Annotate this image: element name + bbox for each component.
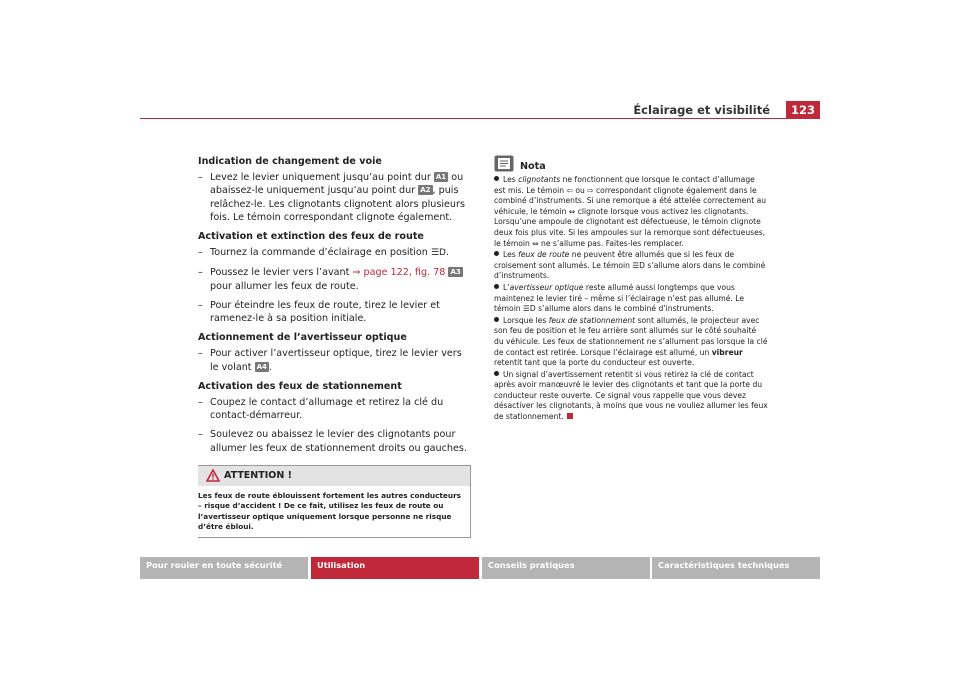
bullet-dot (494, 317, 499, 322)
marker-a1: A1 (435, 173, 447, 182)
tab-operation[interactable]: Utilisation (311, 557, 479, 579)
page-reference-link[interactable]: ⇒ page 122, fig. 78 (352, 267, 446, 279)
left-column (198, 155, 472, 538)
nota-title: Nota (520, 161, 546, 172)
headlight-icon: ☰D (430, 248, 446, 259)
page-number: 123 (786, 101, 820, 119)
instruction-item: – Soulevez ou abaissez le levier des clignotants pour allumer les feux de stationnement droits ou gauches. (198, 428, 472, 454)
attention-header (198, 466, 470, 486)
section-heading: Activation des feux de stationnement (198, 380, 402, 392)
note-bullet: Un signal d’avertissement retentit si vous retirez la clé de contact après avoir manœuvré le levier des clignotants et tant que la porte du conducteur reste ouverte. Ce signal vous rappelle que vous devez désactiver les clignotants, à moins que vous ne vouliez allumer les feux de stationnement. (494, 369, 768, 422)
instruction-item: – Coupez le contact d’allumage et retirez la clé du contact-démarreur. (198, 396, 472, 422)
attention-title: ATTENTION ! (224, 469, 292, 481)
tab-technical-data[interactable]: Caractéristiques techniques (652, 557, 820, 579)
nota-header (494, 155, 768, 173)
note-bullet: Les clignotants ne fonctionnent que lorsque le contact d’allumage est mis. Le témoin ⇦ ou ⇨ correspondant clignote également dans le combiné d’instruments. Si une remorque a été attelée correctement au véhicule, le témoin ⇔ clignote lorsque vous activez les clignotants. Lorsqu’une ampoule de clignotant est défectueuse, le témoin clignote deux fois plus vite. Si les ampoules sur la remorque sont défectueuses, le témoin ⇔ ne s’allume pas. Faites-les remplacer. (494, 175, 767, 248)
instruction-item: – Pour éteindre les feux de route, tirez le levier et ramenez-le à sa position initiale. (198, 299, 472, 325)
note-bullet: L’avertisseur optique reste allumé aussi longtemps que vous maintenez le levier tiré – même si l’éclairage n’est pas allumé. Le témoin ☰D s’allume alors dans le combiné d’instruments. (494, 282, 745, 314)
section-end-marker (567, 413, 573, 419)
chapter-title: Éclairage et visibilité (633, 103, 770, 117)
section-heading: Actionnement de l’avertisseur optique (198, 332, 407, 344)
instruction-item: – Pour activer l’avertisseur optique, tirez le levier vers le volant A4 . (198, 347, 472, 373)
left-turn-icon: ⇦ (566, 185, 573, 195)
bullet-dot (494, 176, 499, 181)
marker-a4: A4 (256, 362, 267, 371)
note-bullet: Lorsque les feux de stationnement sont allumés, le projecteur avec son feu de position et le feu arrière sont allumés sur le côté souhaité du véhicule. Les feux de stationnement ne s’allument pas lorsque la clé de contact est retirée. Lorsque l’éclairage est allumé, un vibreur retentit tant que la porte du conducteur est ouverte. (494, 315, 768, 368)
bullet-dot (494, 371, 499, 376)
attention-box (198, 465, 471, 539)
instruction-item: – Tournez la commande d’éclairage en position ☰D. (198, 246, 472, 260)
note-bullet: Les feux de route ne peuvent être allumés que si les feux de croisement sont allumés. Le témoin ☰D s’allume alors dans le combiné d’instruments. (494, 250, 766, 281)
warning-triangle-icon (206, 469, 220, 482)
right-column (494, 155, 768, 424)
bullet-dot (494, 284, 499, 289)
trailer-turn-icon: ⇔ (532, 238, 539, 248)
trailer-turn-icon: ⇔ (568, 206, 576, 216)
instruction-item: – Levez le levier uniquement jusqu’au point dur A1 ou abaissez-le uniquement jusqu’au point dur A2 , puis relâchez-le. Les clignotants clignotent alors plusieurs fois. Le témoin correspondant clignote également. (198, 171, 472, 224)
tab-safety[interactable]: Pour rouler en toute sécurité (140, 557, 308, 579)
instruction-item: – Poussez le levier vers l’avant ⇒ page 122, fig. 78 A3 pour allumer les feux de route. (198, 266, 472, 292)
headlight-icon: ☰D (632, 260, 646, 270)
section-heading: Indication de changement de voie (198, 156, 382, 167)
header-divider (140, 118, 820, 119)
tab-practical-tips[interactable]: Conseils pratiques (482, 557, 650, 579)
marker-a3: A3 (450, 268, 461, 277)
note-icon (494, 155, 514, 172)
section-heading: Activation et extinction des feux de route (198, 231, 424, 243)
right-turn-icon: ⇨ (587, 185, 594, 195)
bullet-dot (494, 251, 499, 256)
marker-a2: A2 (420, 186, 431, 195)
footer-nav (140, 557, 820, 579)
attention-text: Les feux de route éblouissent fortement les autres conducteurs – risque d’accident ! De ce fait, utilisez les feux de route ou l’avertisseur optique uniquement lorsque personne ne risque d’être ébloui. (198, 490, 462, 532)
headlight-icon: ☰D (523, 304, 536, 314)
